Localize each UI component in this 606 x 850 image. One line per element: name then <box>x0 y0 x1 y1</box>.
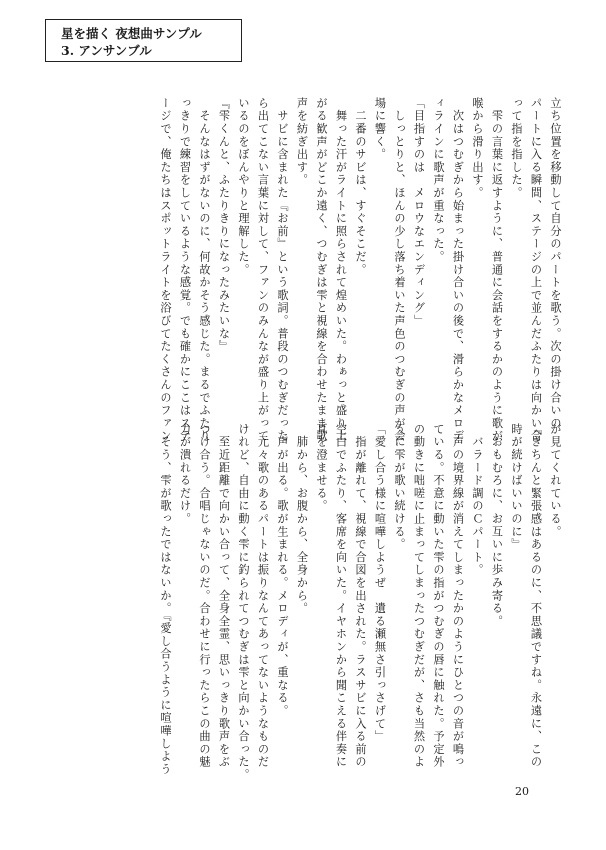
text-line: 次はつむぎから始まった掛け合いの後で、滑らかなメロデ <box>451 97 465 443</box>
title-box <box>45 19 242 62</box>
document-title: 星を描く 夜想曲サンプル <box>61 26 202 41</box>
text-line: 『きちんと緊張感はあるのに、不思議ですね。永遠に、この <box>529 423 543 769</box>
text-line: 時が続けばいいのに』 <box>510 423 523 551</box>
text-line: が見てくれている。 <box>549 423 562 539</box>
text-line: 舞った汗がライトに照らされて煌めいた。わぁっと盛り上 <box>334 97 348 443</box>
text-line: 元々歌のあるパートは振りなんてあってないようなものだ <box>256 423 270 769</box>
text-line: ている。不意に動いた雫の指がつむぎの唇に触れた。予定外 <box>432 423 445 769</box>
text-line: 指が離れて、視線で合図を出された。ラスサビに入る前の <box>354 423 367 769</box>
text-line: 「愛し合う様に喧嘩しようぜ 遺る瀬無さ引っさげて」 <box>373 423 387 743</box>
text-line: っきりで練習をしているような感覚。でも確かにここはステ <box>178 97 192 443</box>
text-line: 耳を澄ませる。 <box>315 423 328 513</box>
text-line: 声を紡ぎ出す。 <box>295 97 309 187</box>
text-line: がる歓声がどこか遠く、つむぎは雫と視線を合わせたまま歌 <box>315 97 328 443</box>
text-line: 場に響く。 <box>373 97 387 161</box>
text-line: 「目指すのは メロウなエンディング」 <box>412 97 426 328</box>
text-line: 声が出る。歌が生まれる。メロディが、重なる。 <box>276 423 289 718</box>
text-line: バラード調のＣパート。 <box>471 423 484 577</box>
text-line: けれど、自由に動く雫に釣られてつむぎは雫と向かい合った。 <box>237 423 250 782</box>
text-line: いるのをぼんやりと理解した。 <box>237 97 250 277</box>
text-line: つけ合う。合唱じゃないのだ。合わせに行ったらこの曲の魅 <box>198 423 211 769</box>
text-column-bottom <box>85 423 565 782</box>
text-line: 喉から滑り出す。 <box>471 97 484 200</box>
page-number: 20 <box>515 785 529 798</box>
text-line: 肺から、お腹から、全身から。 <box>295 423 309 615</box>
text-line: って指を指した。 <box>510 97 523 200</box>
text-line: 立ち位置を移動して自分のパートを歌う。次の掛け合いの <box>549 97 562 430</box>
text-line: ィラインに歌声が重なった。 <box>432 97 445 264</box>
text-line: 空白でふたり、客席を向いた。イヤホンから聞こえる伴奏に <box>334 423 348 769</box>
text-column-top <box>85 97 565 443</box>
text-line: 声の境界線が消えてしまったかのようにひとつの音が鳴っ <box>451 423 465 769</box>
text-line: 『雫くんと、ふたりきりになったみたいな』 <box>217 97 231 353</box>
text-line: パートに入る瞬間、ステージの上で並んだふたりは向かい合 <box>529 97 543 443</box>
text-line: しっとりと、ほんの少し落ち着いた声色のつむぎの声が会 <box>393 97 406 443</box>
text-line: そんなはずがないのに、何故かそう感じた。まるでふたり <box>198 97 211 443</box>
text-line: そう、雫が歌ったではないか。『愛し合うように喧嘩しよう <box>159 423 172 776</box>
text-line: うに雫が歌い続ける。 <box>393 423 406 551</box>
text-line: 二番のサビは、すぐそこだ。 <box>354 97 367 277</box>
text-line: 力が潰れるだけ。 <box>178 423 192 526</box>
text-line: サビに含まれた『お前』という歌詞。普段のつむぎだった <box>276 97 289 443</box>
text-line: の動きに咄嗟に止まってしまったつむぎだが、さも当然のよ <box>412 423 426 769</box>
text-line: おもむろに、お互いに歩み寄る。 <box>490 423 504 628</box>
text-line: 至近距離で向かい合って、全身全霊、思いっきり歌声をぶ <box>217 423 231 769</box>
section-heading: 3. アンサンブル <box>61 43 152 58</box>
text-line: 雫の言葉に返すように、普通に会話をするかのように歌が <box>490 97 504 443</box>
text-line: ら出てこない言葉に対して、ファンのみんなが盛り上がって <box>256 97 270 443</box>
text-line: ージで、俺たちはスポットライトを浴びてたくさんのファン <box>159 97 172 443</box>
